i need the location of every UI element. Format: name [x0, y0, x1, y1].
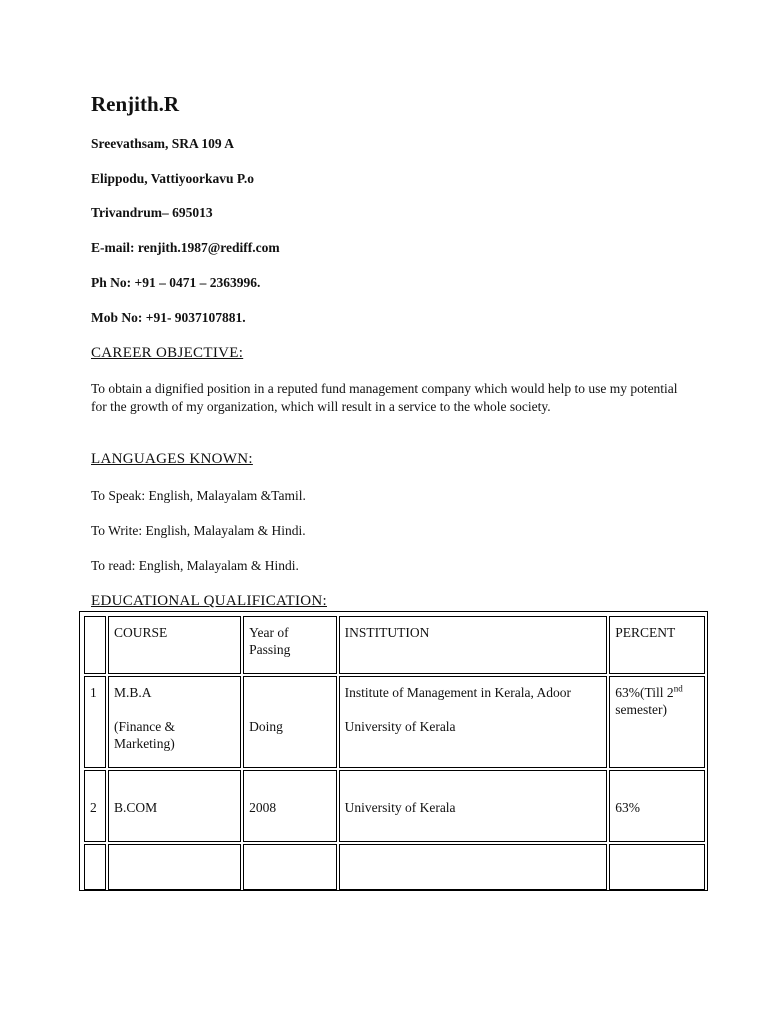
percent-line2: semester) [615, 702, 668, 717]
empty-cell [339, 844, 608, 890]
course-name: M.B.A [113, 685, 152, 700]
row-year: 2008 [243, 770, 336, 842]
table-row [84, 676, 705, 768]
percent-line1: 63%(Till 2nd [615, 683, 683, 700]
empty-cell [609, 844, 705, 890]
table-header-year [243, 616, 336, 674]
table-header-num [84, 616, 106, 674]
year-header-line2: Passing [249, 642, 291, 657]
row-institution [339, 676, 608, 768]
address-line-3: Trivandrum– 695013 [91, 205, 213, 220]
address-line-2: Elippodu, Vattiyoorkavu P.o [91, 171, 255, 186]
languages-write: To Write: English, Malayalam & Hindi. [91, 523, 306, 538]
institution-line1: Institute of Management in Kerala, Adoor [344, 685, 572, 700]
languages-heading: LANGUAGES KNOWN: [91, 451, 253, 467]
candidate-name: Renjith.R [91, 92, 180, 116]
career-objective-text: To obtain a dignified position in a reputed fund management company which would help to use my potential for the growth of my organization, which will result in a service to the whole society. [91, 381, 678, 414]
row-percent [609, 676, 705, 768]
row-course [108, 676, 241, 768]
row-course: B.COM [108, 770, 241, 842]
year-header-line1: Year of [249, 625, 289, 640]
institution-line2: University of Kerala [344, 719, 456, 734]
empty-cell [108, 844, 241, 890]
table-header-row [84, 616, 705, 674]
table-header-course: COURSE [108, 616, 241, 674]
year-value: Doing [249, 719, 283, 734]
row-institution: University of Kerala [339, 770, 608, 842]
course-spec-line1: (Finance & [113, 719, 176, 734]
mobile-line: Mob No: +91- 9037107881. [91, 310, 246, 325]
languages-read: To read: English, Malayalam & Hindi. [91, 558, 299, 573]
row-num: 1 [84, 676, 106, 768]
education-heading: EDUCATIONAL QUALIFICATION: [91, 593, 327, 609]
course-spec-line2: Marketing) [113, 736, 175, 751]
empty-cell [243, 844, 336, 890]
education-table [79, 611, 708, 891]
languages-speak: To Speak: English, Malayalam &Tamil. [91, 488, 306, 503]
table-row [84, 770, 705, 842]
email-line: E-mail: renjith.1987@rediff.com [91, 240, 280, 255]
table-row-empty [84, 844, 705, 890]
row-year [243, 676, 336, 768]
phone-line: Ph No: +91 – 0471 – 2363996. [91, 275, 261, 290]
row-percent: 63% [609, 770, 705, 842]
address-line-1: Sreevathsam, SRA 109 A [91, 136, 235, 151]
table-header-percent: PERCENT [609, 616, 705, 674]
career-objective-heading: CAREER OBJECTIVE: [91, 345, 244, 361]
empty-cell [84, 844, 106, 890]
row-num: 2 [84, 770, 106, 842]
table-header-institution: INSTITUTION [339, 616, 608, 674]
